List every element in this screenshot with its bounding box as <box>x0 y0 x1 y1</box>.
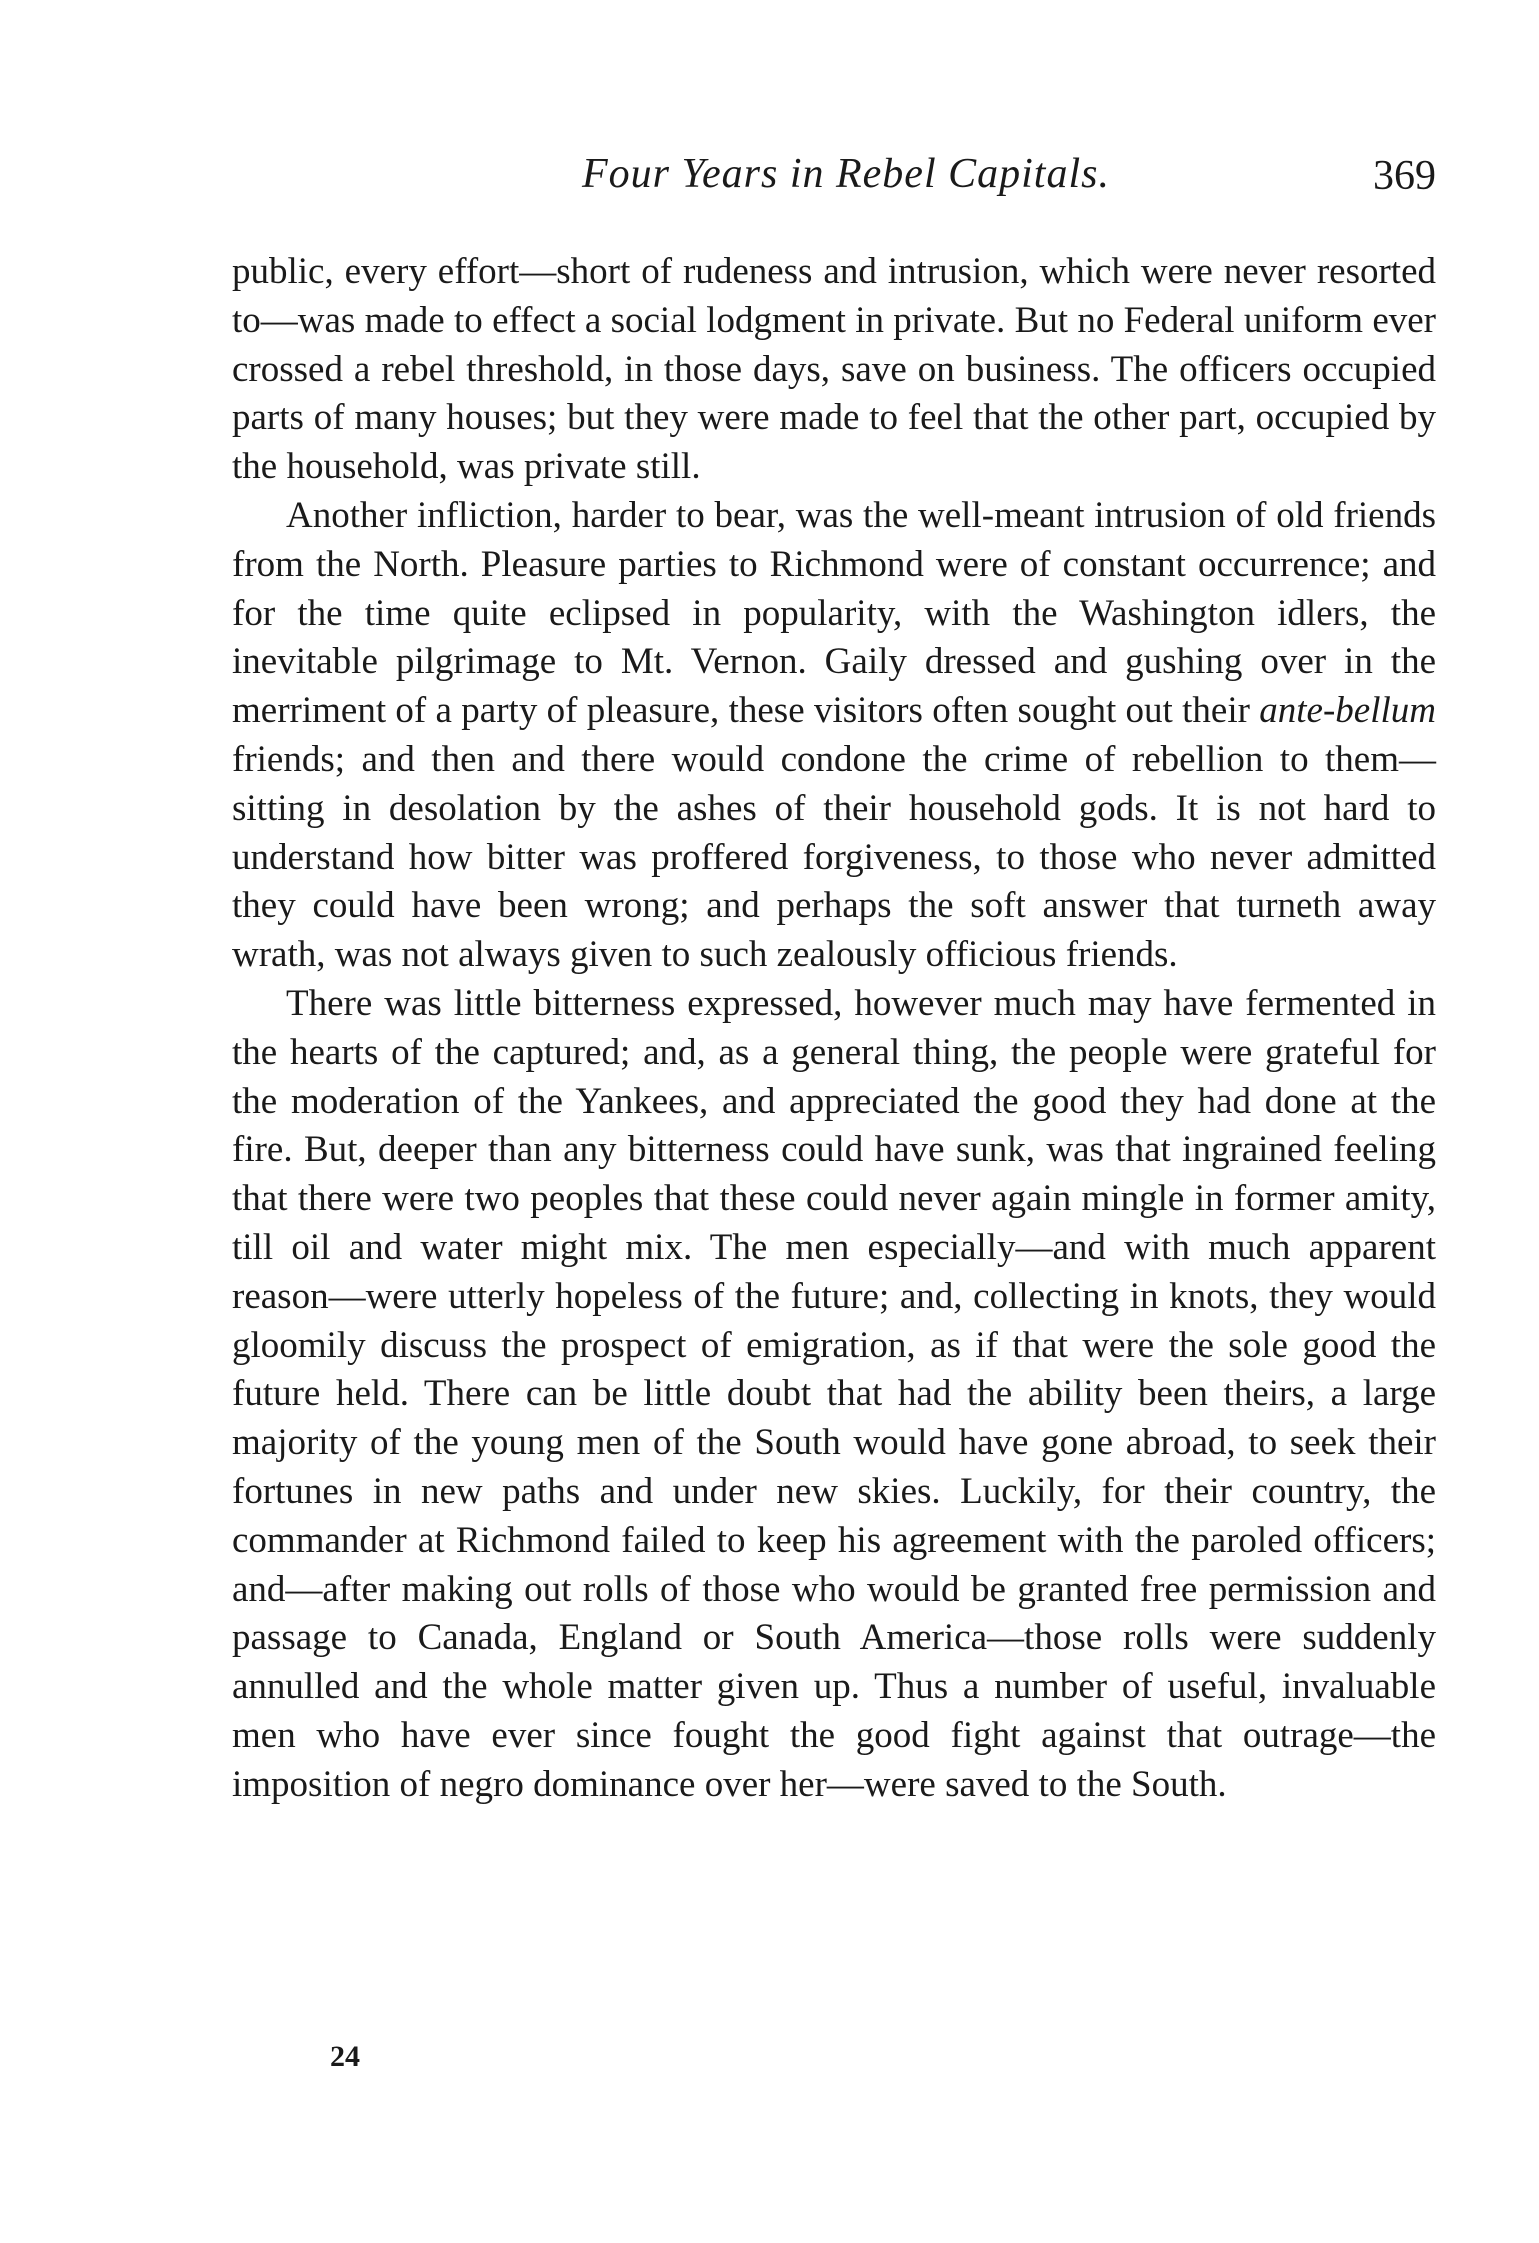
running-title: Four Years in Rebel Capitals. <box>582 151 1110 197</box>
body-text <box>232 248 1436 1810</box>
paragraph-2-part-2: friends; and then and there would condone the crime of rebellion to them—sitting in desolation by the ashes of their household gods. It is not hard to understand how bitter was proffered forgiveness, to those who never admitted they could have been wrong; and perhaps the soft answer that turneth away wrath, was not always given to such zealously officious friends. <box>232 738 1436 976</box>
running-head <box>232 150 1436 220</box>
page-number: 369 <box>1373 153 1436 199</box>
paragraph-3: There was little bitterness expressed, however much may have fermented in the hearts of the captured; and, as a general thing, the people were grateful for the moderation of the Yankees, and appreciated the good they had done at the fire. But, deeper than any bitterness could have sunk, was that ingrained feeling that there were two peoples that these could never again mingle in former amity, till oil and water might mix. The men especially—and with much apparent reason—were utterly hopeless of the future; and, collecting in knots, they would gloomily discuss the prospect of emigration, as if that were the sole good the future held. There can be little doubt that had the ability been theirs, a large majority of the young men of the South would have gone abroad, to seek their fortunes in new paths and under new skies. Luckily, for their country, the commander at Richmond failed to keep his agreement with the paroled officers; and—after making out rolls of those who would be granted free permission and passage to Canada, England or South America—those rolls were suddenly annulled and the whole matter given up. Thus a number of useful, invaluable men who have ever since fought the good fight against that outrage—the imposition of negro dominance over her—were saved to the South. <box>232 982 1436 1805</box>
ante-bellum-italic: ante-bellum <box>1259 690 1436 732</box>
paragraph-1: public, every effort—short of rudeness and intrusion, which were never resorted to—was made to effect a social lodgment in private. But no Federal uniform ever crossed a rebel threshold, in those days, save on business. The officers occupied parts of many houses; but they were made to feel that the other part, occupied by the household, was private still. <box>232 251 1436 488</box>
signature-mark: 24 <box>330 2040 360 2073</box>
paragraph-2 <box>232 492 1436 980</box>
paragraph-2-part-1: Another infliction, harder to bear, was the well-meant intrusion of old friends from the North. Pleasure parties to Richmond were of constant occurrence; and for the time quite eclipsed in popularity, with the Washington idlers, the inevitable pilgrimage to Mt. Vernon. Gaily dressed and gushing over in the merriment of a party of pleasure, these visitors often sought out their <box>232 494 1436 732</box>
